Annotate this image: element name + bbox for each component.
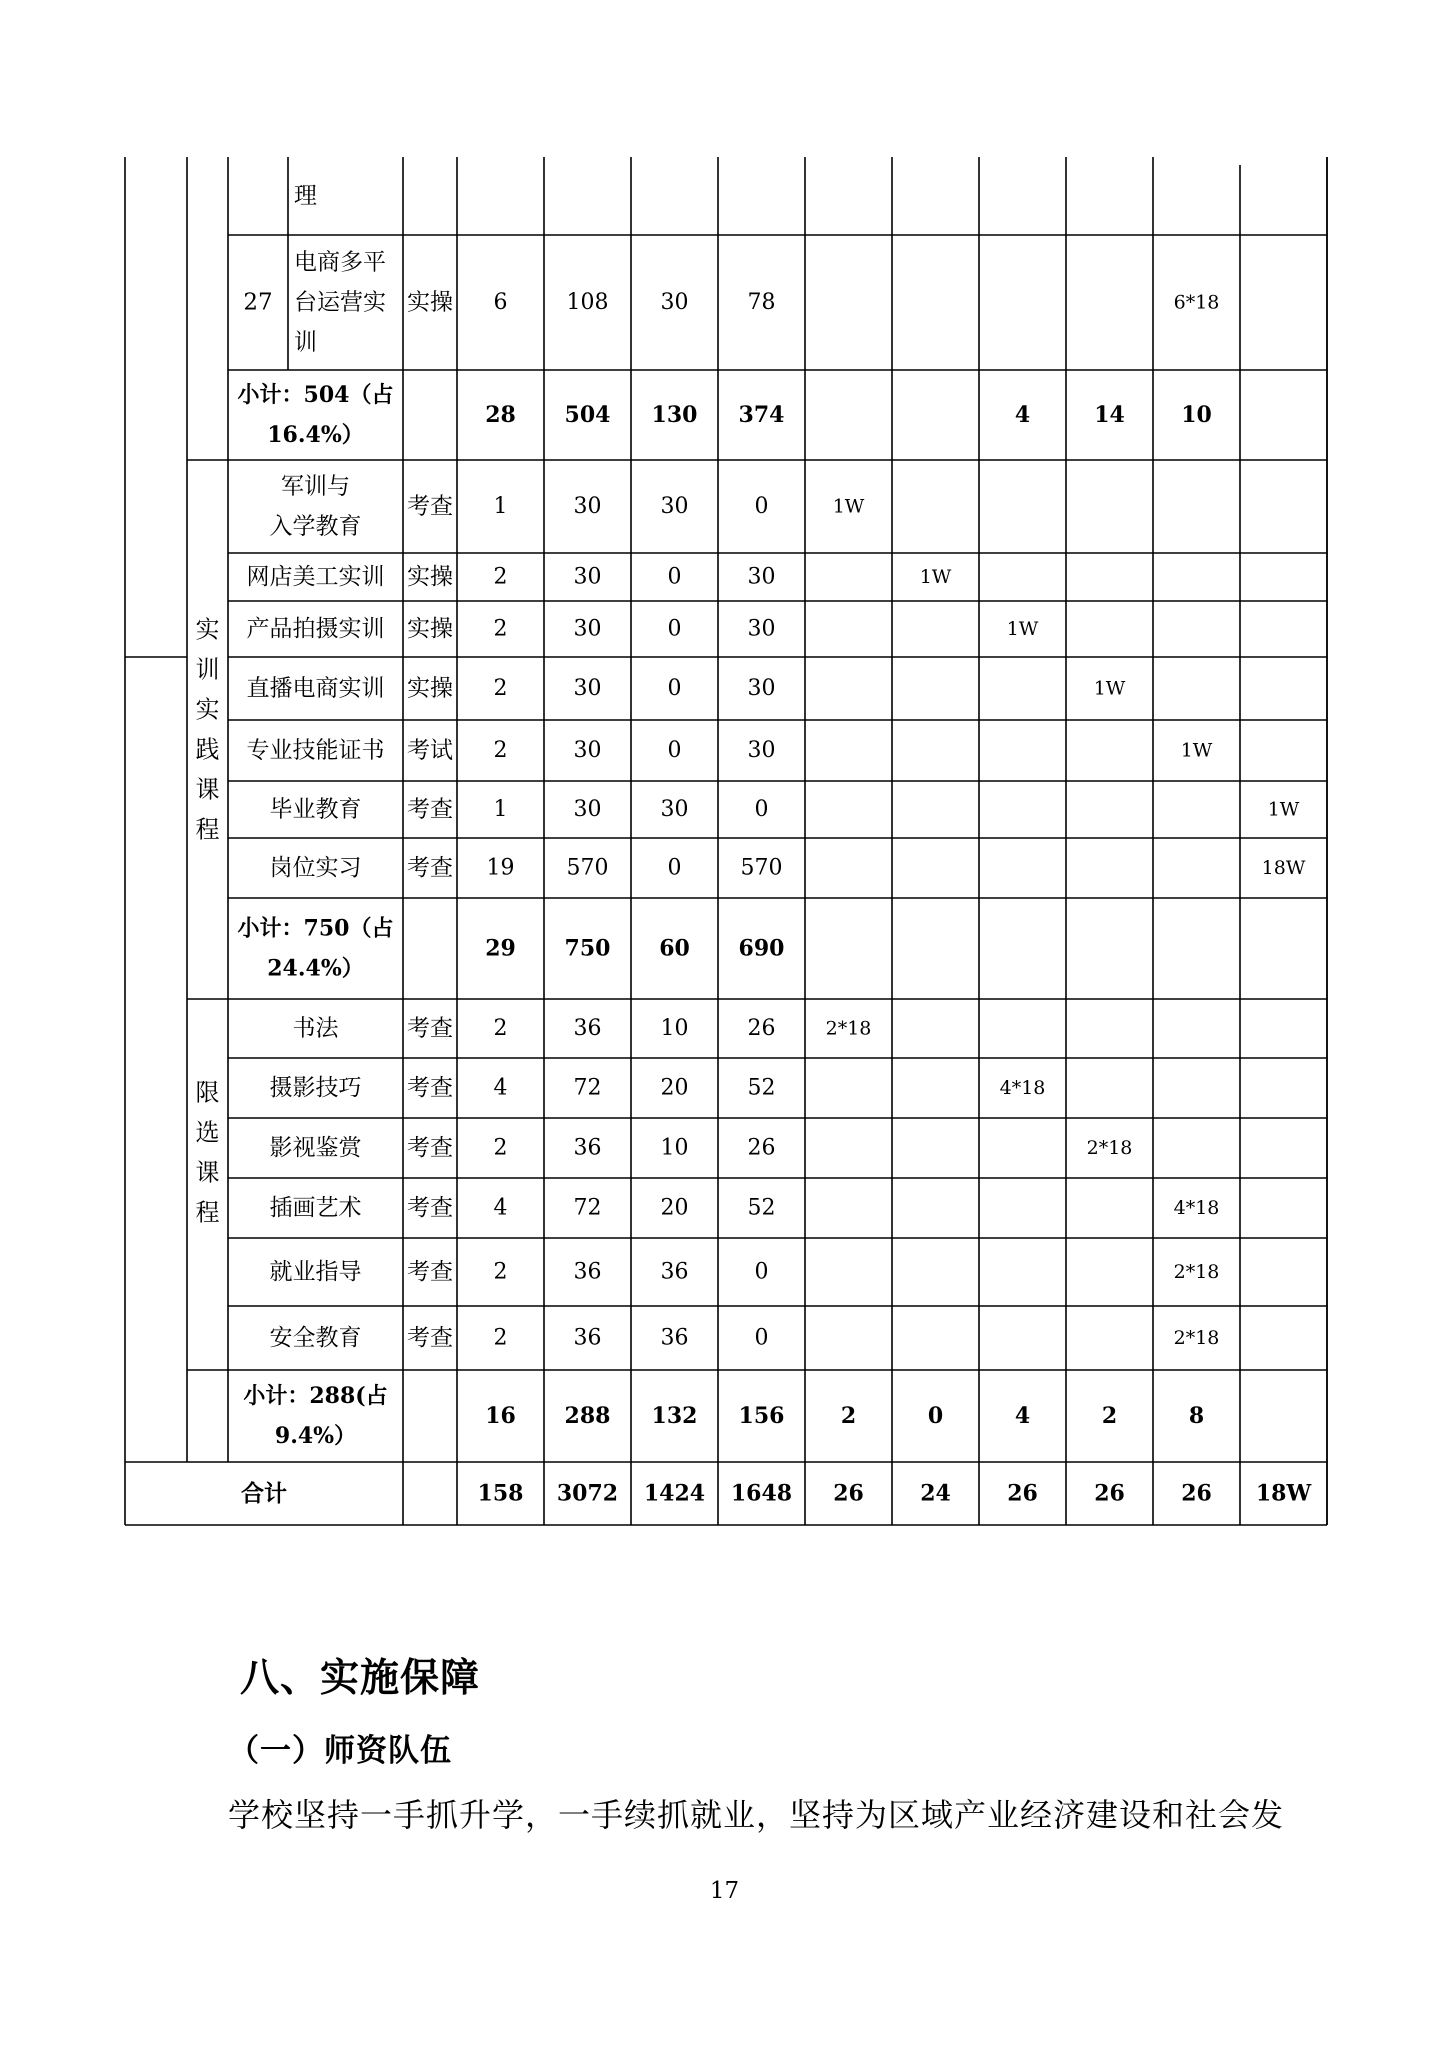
cell-value: 6*18 xyxy=(1173,291,1220,314)
subtotal-label: 24.4%） xyxy=(267,955,364,982)
cell-value: 158 xyxy=(477,1480,524,1507)
cell-value: 26 xyxy=(1181,1480,1212,1507)
cell-value: 2 xyxy=(493,1135,508,1161)
cell-value: 30 xyxy=(660,290,689,315)
cell-value: 26 xyxy=(1007,1480,1038,1507)
cell-value: 2 xyxy=(493,616,508,642)
cell-value: 18W xyxy=(1255,1480,1312,1507)
cell-value: 26 xyxy=(1094,1480,1125,1507)
cell-value: 28 xyxy=(485,402,516,428)
subtotal-label: 小计：750（占 xyxy=(237,915,394,942)
cell-value: 30 xyxy=(573,564,602,590)
subtotal-label: 小计：288(占 xyxy=(243,1383,388,1409)
course-name: 摄影技巧 xyxy=(269,1075,362,1101)
course-name: 训 xyxy=(294,329,317,356)
cell-value: 36 xyxy=(573,1259,602,1285)
course-number: 27 xyxy=(243,289,273,316)
cell-value: 1W xyxy=(1093,677,1126,700)
assessment-type: 考查 xyxy=(407,796,453,823)
cell-value: 4 xyxy=(493,1195,508,1221)
cell-value: 130 xyxy=(651,402,698,428)
cell-value: 1W xyxy=(1267,798,1300,821)
cell-value: 4*18 xyxy=(999,1077,1046,1099)
assessment-type: 考查 xyxy=(407,1325,453,1351)
cell-value: 10 xyxy=(660,1016,689,1041)
cell-value: 30 xyxy=(573,797,602,822)
cell-value: 52 xyxy=(747,1075,776,1101)
cell-value: 6 xyxy=(493,290,508,315)
cell-value: 0 xyxy=(754,494,769,519)
cell-value: 1W xyxy=(832,495,865,518)
cell-value: 0 xyxy=(927,1403,944,1429)
subtotal-label: 16.4%） xyxy=(267,422,364,448)
cell-value: 2*18 xyxy=(1173,1261,1220,1283)
course-name: 安全教育 xyxy=(269,1325,362,1351)
group-label-practice: 实训实践课程 xyxy=(195,615,220,844)
cell-value: 19 xyxy=(486,855,515,881)
cell-value: 2 xyxy=(493,1259,508,1285)
cell-value: 2*18 xyxy=(1173,1327,1220,1349)
cell-value: 504 xyxy=(564,402,611,428)
cell-value: 0 xyxy=(667,616,682,642)
cell-value: 0 xyxy=(667,855,682,881)
subtotal-label: 9.4%） xyxy=(274,1423,357,1449)
cell-value: 72 xyxy=(573,1075,602,1101)
cell-value: 30 xyxy=(573,676,602,701)
cell-value: 2*18 xyxy=(825,1017,872,1040)
cell-value: 690 xyxy=(738,935,785,962)
cell-value: 2 xyxy=(840,1403,857,1429)
assessment-type: 考查 xyxy=(407,1259,453,1285)
cell-value: 30 xyxy=(573,494,602,519)
cell-value: 30 xyxy=(573,616,602,642)
page-number: 17 xyxy=(709,1878,740,1904)
assessment-type: 考试 xyxy=(407,737,453,764)
cell-value: 0 xyxy=(667,564,682,590)
cell-value: 20 xyxy=(660,1075,689,1101)
cell-value: 4*18 xyxy=(1173,1197,1220,1219)
course-name: 就业指导 xyxy=(269,1259,362,1285)
cell-value: 2 xyxy=(493,1016,508,1041)
assessment-type: 实操 xyxy=(407,616,453,642)
assessment-type: 考查 xyxy=(407,1195,453,1221)
cell-value: 374 xyxy=(738,402,785,428)
assessment-type: 考查 xyxy=(407,1015,453,1042)
cell-value: 26 xyxy=(833,1480,864,1507)
cell-value: 4 xyxy=(493,1075,508,1101)
subtotal-label: 小计：504（占 xyxy=(237,382,394,408)
cell-value: 2 xyxy=(493,676,508,701)
cell-value: 156 xyxy=(738,1403,785,1429)
cell-value: 0 xyxy=(754,1325,769,1351)
course-name: 毕业教育 xyxy=(269,796,362,823)
assessment-type: 考查 xyxy=(407,1135,453,1161)
cell-value: 0 xyxy=(667,738,682,763)
course-name: 影视鉴赏 xyxy=(269,1135,362,1161)
course-name: 产品拍摄实训 xyxy=(246,616,385,642)
cell-value: 30 xyxy=(747,616,776,642)
cell-value: 78 xyxy=(747,290,776,315)
course-name: 电商多平 xyxy=(294,249,386,276)
cell-value: 72 xyxy=(573,1195,602,1221)
cell-value: 30 xyxy=(660,494,689,519)
cell-value: 30 xyxy=(747,738,776,763)
cell-value: 1W xyxy=(1180,739,1213,762)
cell-value: 2 xyxy=(493,1325,508,1351)
course-name: 军训与 xyxy=(281,473,350,500)
cell-value: 2 xyxy=(493,738,508,763)
cell-value: 108 xyxy=(566,290,609,315)
cell-value: 132 xyxy=(651,1403,698,1429)
group-label-elective: 限选课程 xyxy=(195,1078,220,1227)
cell-value: 36 xyxy=(660,1259,689,1285)
cell-value: 26 xyxy=(747,1016,776,1041)
cell-value: 36 xyxy=(573,1135,602,1161)
cell-value: 36 xyxy=(573,1325,602,1351)
cell-value: 570 xyxy=(566,855,609,881)
cell-value: 0 xyxy=(754,1259,769,1285)
cell-value: 1W xyxy=(1006,618,1039,640)
course-name: 插画艺术 xyxy=(269,1195,362,1221)
cell-value: 52 xyxy=(747,1195,776,1221)
cell-value: 36 xyxy=(660,1325,689,1351)
total-label: 合计 xyxy=(241,1480,287,1507)
cell-value: 4 xyxy=(1014,402,1031,428)
cell-value: 0 xyxy=(754,797,769,822)
cell-value: 14 xyxy=(1094,402,1125,428)
cell-value: 288 xyxy=(564,1403,611,1429)
cell-value: 2 xyxy=(493,564,508,590)
cell-value: 2*18 xyxy=(1086,1137,1133,1159)
cell-value: 1 xyxy=(493,494,508,519)
cell-value: 36 xyxy=(573,1016,602,1041)
assessment-type: 考查 xyxy=(407,855,453,881)
assessment-type: 实操 xyxy=(407,289,453,316)
cell-value: 10 xyxy=(1181,402,1212,428)
cell-value: 3072 xyxy=(556,1480,619,1507)
cell-value: 18W xyxy=(1261,857,1306,879)
cell-value: 750 xyxy=(564,935,611,962)
course-name: 入学教育 xyxy=(269,513,362,540)
cell-value: 4 xyxy=(1014,1403,1031,1429)
cell-value: 2 xyxy=(1101,1403,1118,1429)
cell-value: 30 xyxy=(747,676,776,701)
cell-value: 1 xyxy=(493,797,508,822)
cell-value: 1W xyxy=(919,566,952,588)
cell-value: 0 xyxy=(667,676,682,701)
body-paragraph: 学校坚持一手抓升学，一手续抓就业，坚持为区域产业经济建设和社会发 xyxy=(228,1796,1285,1834)
cell-value: 1648 xyxy=(730,1480,793,1507)
course-name: 台运营实 xyxy=(294,289,386,316)
cell-value: 29 xyxy=(485,935,516,962)
course-name: 岗位实习 xyxy=(269,855,362,881)
cell-value: 1424 xyxy=(643,1480,706,1507)
assessment-type: 考查 xyxy=(407,1075,453,1101)
cell-value: 60 xyxy=(659,935,690,962)
cell-value: 26 xyxy=(747,1135,776,1161)
cell-value: 30 xyxy=(573,738,602,763)
cell-value: 24 xyxy=(920,1480,951,1507)
cell-value: 30 xyxy=(660,797,689,822)
cell-value: 30 xyxy=(747,564,776,590)
course-name: 网店美工实训 xyxy=(246,564,385,590)
course-name: 理 xyxy=(294,183,317,209)
assessment-type: 考查 xyxy=(407,493,453,520)
subsection-heading: （一）师资队伍 xyxy=(228,1733,452,1769)
cell-value: 570 xyxy=(740,855,783,881)
course-name: 专业技能证书 xyxy=(246,737,385,764)
cell-value: 10 xyxy=(660,1135,689,1161)
section-heading: 八、实施保障 xyxy=(240,1656,481,1701)
assessment-type: 实操 xyxy=(407,675,453,702)
cell-value: 8 xyxy=(1188,1403,1205,1429)
cell-value: 20 xyxy=(660,1195,689,1221)
course-name: 直播电商实训 xyxy=(246,675,385,702)
course-name: 书法 xyxy=(292,1015,339,1042)
assessment-type: 实操 xyxy=(407,564,453,590)
cell-value: 16 xyxy=(485,1403,516,1429)
